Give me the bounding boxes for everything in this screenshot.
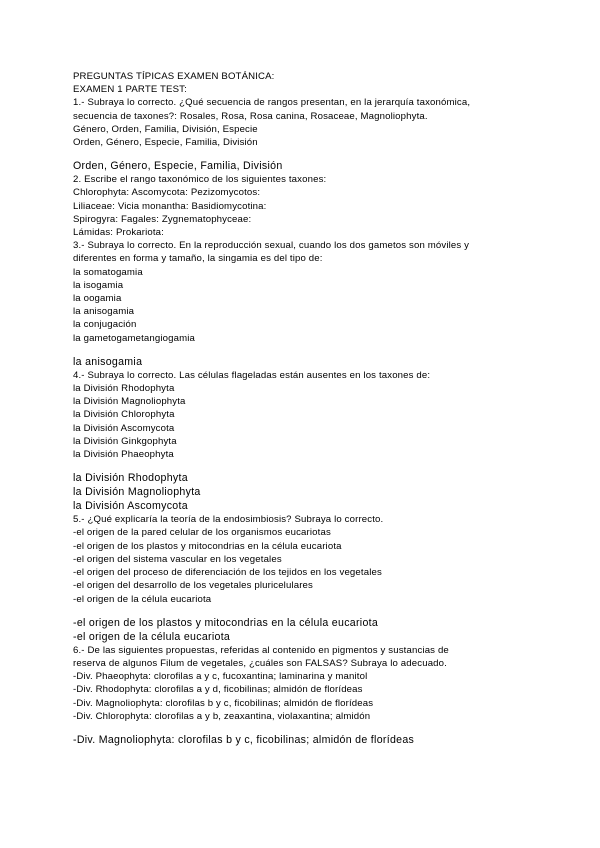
question-3-option: la isogamia — [73, 279, 124, 291]
question-1-text: 1.- Subraya lo correcto. ¿Qué secuencia de rangos presentan, en la jerarquía taxonómica, — [73, 97, 471, 109]
question-4-option: la División Magnoliophyta — [73, 396, 186, 408]
question-2-text: Chlorophyta: Ascomycota: Pezizomycotos: — [73, 187, 261, 199]
question-2-text: 2. Escribe el rango taxonómico de los siguientes taxones: — [73, 174, 327, 186]
question-5-option: -el origen del desarrollo de los vegetales pluricelulares — [73, 580, 313, 592]
question-3-option: la gametogametangiogamia — [73, 332, 195, 344]
question-4-option: la División Phaeophyta — [73, 449, 174, 461]
exam-heading: EXAMEN 1 PARTE TEST: — [73, 84, 187, 96]
question-1-option: Género, Orden, Familia, División, Especie — [73, 123, 258, 135]
question-5-answer: -el origen de los plastos y mitocondrias en la célula eucariota — [73, 616, 379, 629]
question-3-text: diferentes en forma y tamaño, la singamia es del tipo de: — [73, 253, 323, 265]
question-5-text: 5.- ¿Qué explicaría la teoría de la endosimbiosis? Subraya lo correcto. — [73, 514, 384, 526]
question-4-option: la División Chlorophyta — [73, 409, 175, 421]
document-content — [73, 70, 543, 747]
question-4-option: la División Rhodophyta — [73, 383, 175, 395]
question-5-option: -el origen de los plastos y mitocondrias en la célula eucariota — [73, 540, 342, 552]
question-1-text: secuencia de taxones?: Rosales, Rosa, Rosa canina, Rosaceae, Magnoliophyta. — [73, 110, 428, 122]
question-6-answer: -Div. Magnoliophyta: clorofilas b y c, ficobilinas; almidón de florídeas — [73, 733, 415, 746]
question-2-text: Lámidas: Prokariota: — [73, 227, 164, 239]
question-3-text: 3.- Subraya lo correcto. En la reproducción sexual, cuando los dos gametos son móviles y — [73, 240, 470, 252]
question-3-answer: la anisogamia — [73, 355, 143, 368]
question-5-option: -el origen de la pared celular de los organismos eucariotas — [73, 527, 331, 539]
question-6-option: -Div. Chlorophyta: clorofilas a y b, zeaxantina, violaxantina; almidón — [73, 710, 371, 722]
question-6-option: -Div. Phaeophyta: clorofilas a y c, fucoxantina; laminarina y manitol — [73, 671, 368, 683]
question-2-text: Liliaceae: Vicia monantha: Basidiomycotina: — [73, 200, 267, 212]
question-6-text: 6.- De las siguientes propuestas, referidas al contenido en pigmentos y sustancias de — [73, 644, 449, 656]
question-6-option: -Div. Magnoliophyta: clorofilas b y c, ficobilinas; almidón de florídeas — [73, 697, 374, 709]
question-1-answer: Orden, Género, Especie, Familia, División — [73, 160, 283, 173]
question-5-option: -el origen del sistema vascular en los vegetales — [73, 553, 282, 565]
question-4-option: la División Ginkgophyta — [73, 435, 177, 447]
question-4-option: la División Ascomycota — [73, 422, 175, 434]
question-4-text: 4.- Subraya lo correcto. Las células flageladas están ausentes en los taxones de: — [73, 369, 431, 381]
question-3-option: la somatogamia — [73, 266, 143, 278]
question-3-option: la conjugación — [73, 319, 137, 331]
question-3-option: la oogamia — [73, 293, 122, 305]
question-6-option: -Div. Rhodophyta: clorofilas a y d, ficobilinas; almidón de florídeas — [73, 684, 363, 696]
question-1-option: Orden, Género, Especie, Familia, División — [73, 137, 258, 149]
document-title: PREGUNTAS TÍPICAS EXAMEN BOTÁNICA: — [73, 71, 275, 82]
question-2-text: Spirogyra: Fagales: Zygnematophyceae: — [73, 213, 252, 225]
question-4-answer: la División Ascomycota — [73, 500, 188, 513]
question-3-option: la anisogamia — [73, 306, 135, 318]
question-5-answer: -el origen de la célula eucariota — [73, 630, 231, 643]
question-4-answer: la División Magnoliophyta — [73, 486, 201, 499]
question-4-answer: la División Rhodophyta — [73, 472, 188, 485]
question-5-option: -el origen de la célula eucariota — [73, 593, 212, 605]
question-5-option: -el origen del proceso de diferenciación de los tejidos en los vegetales — [73, 567, 382, 579]
question-6-text: reserva de algunos Filum de vegetales, ¿cuáles son FALSAS? Subraya lo adecuado. — [73, 657, 447, 669]
